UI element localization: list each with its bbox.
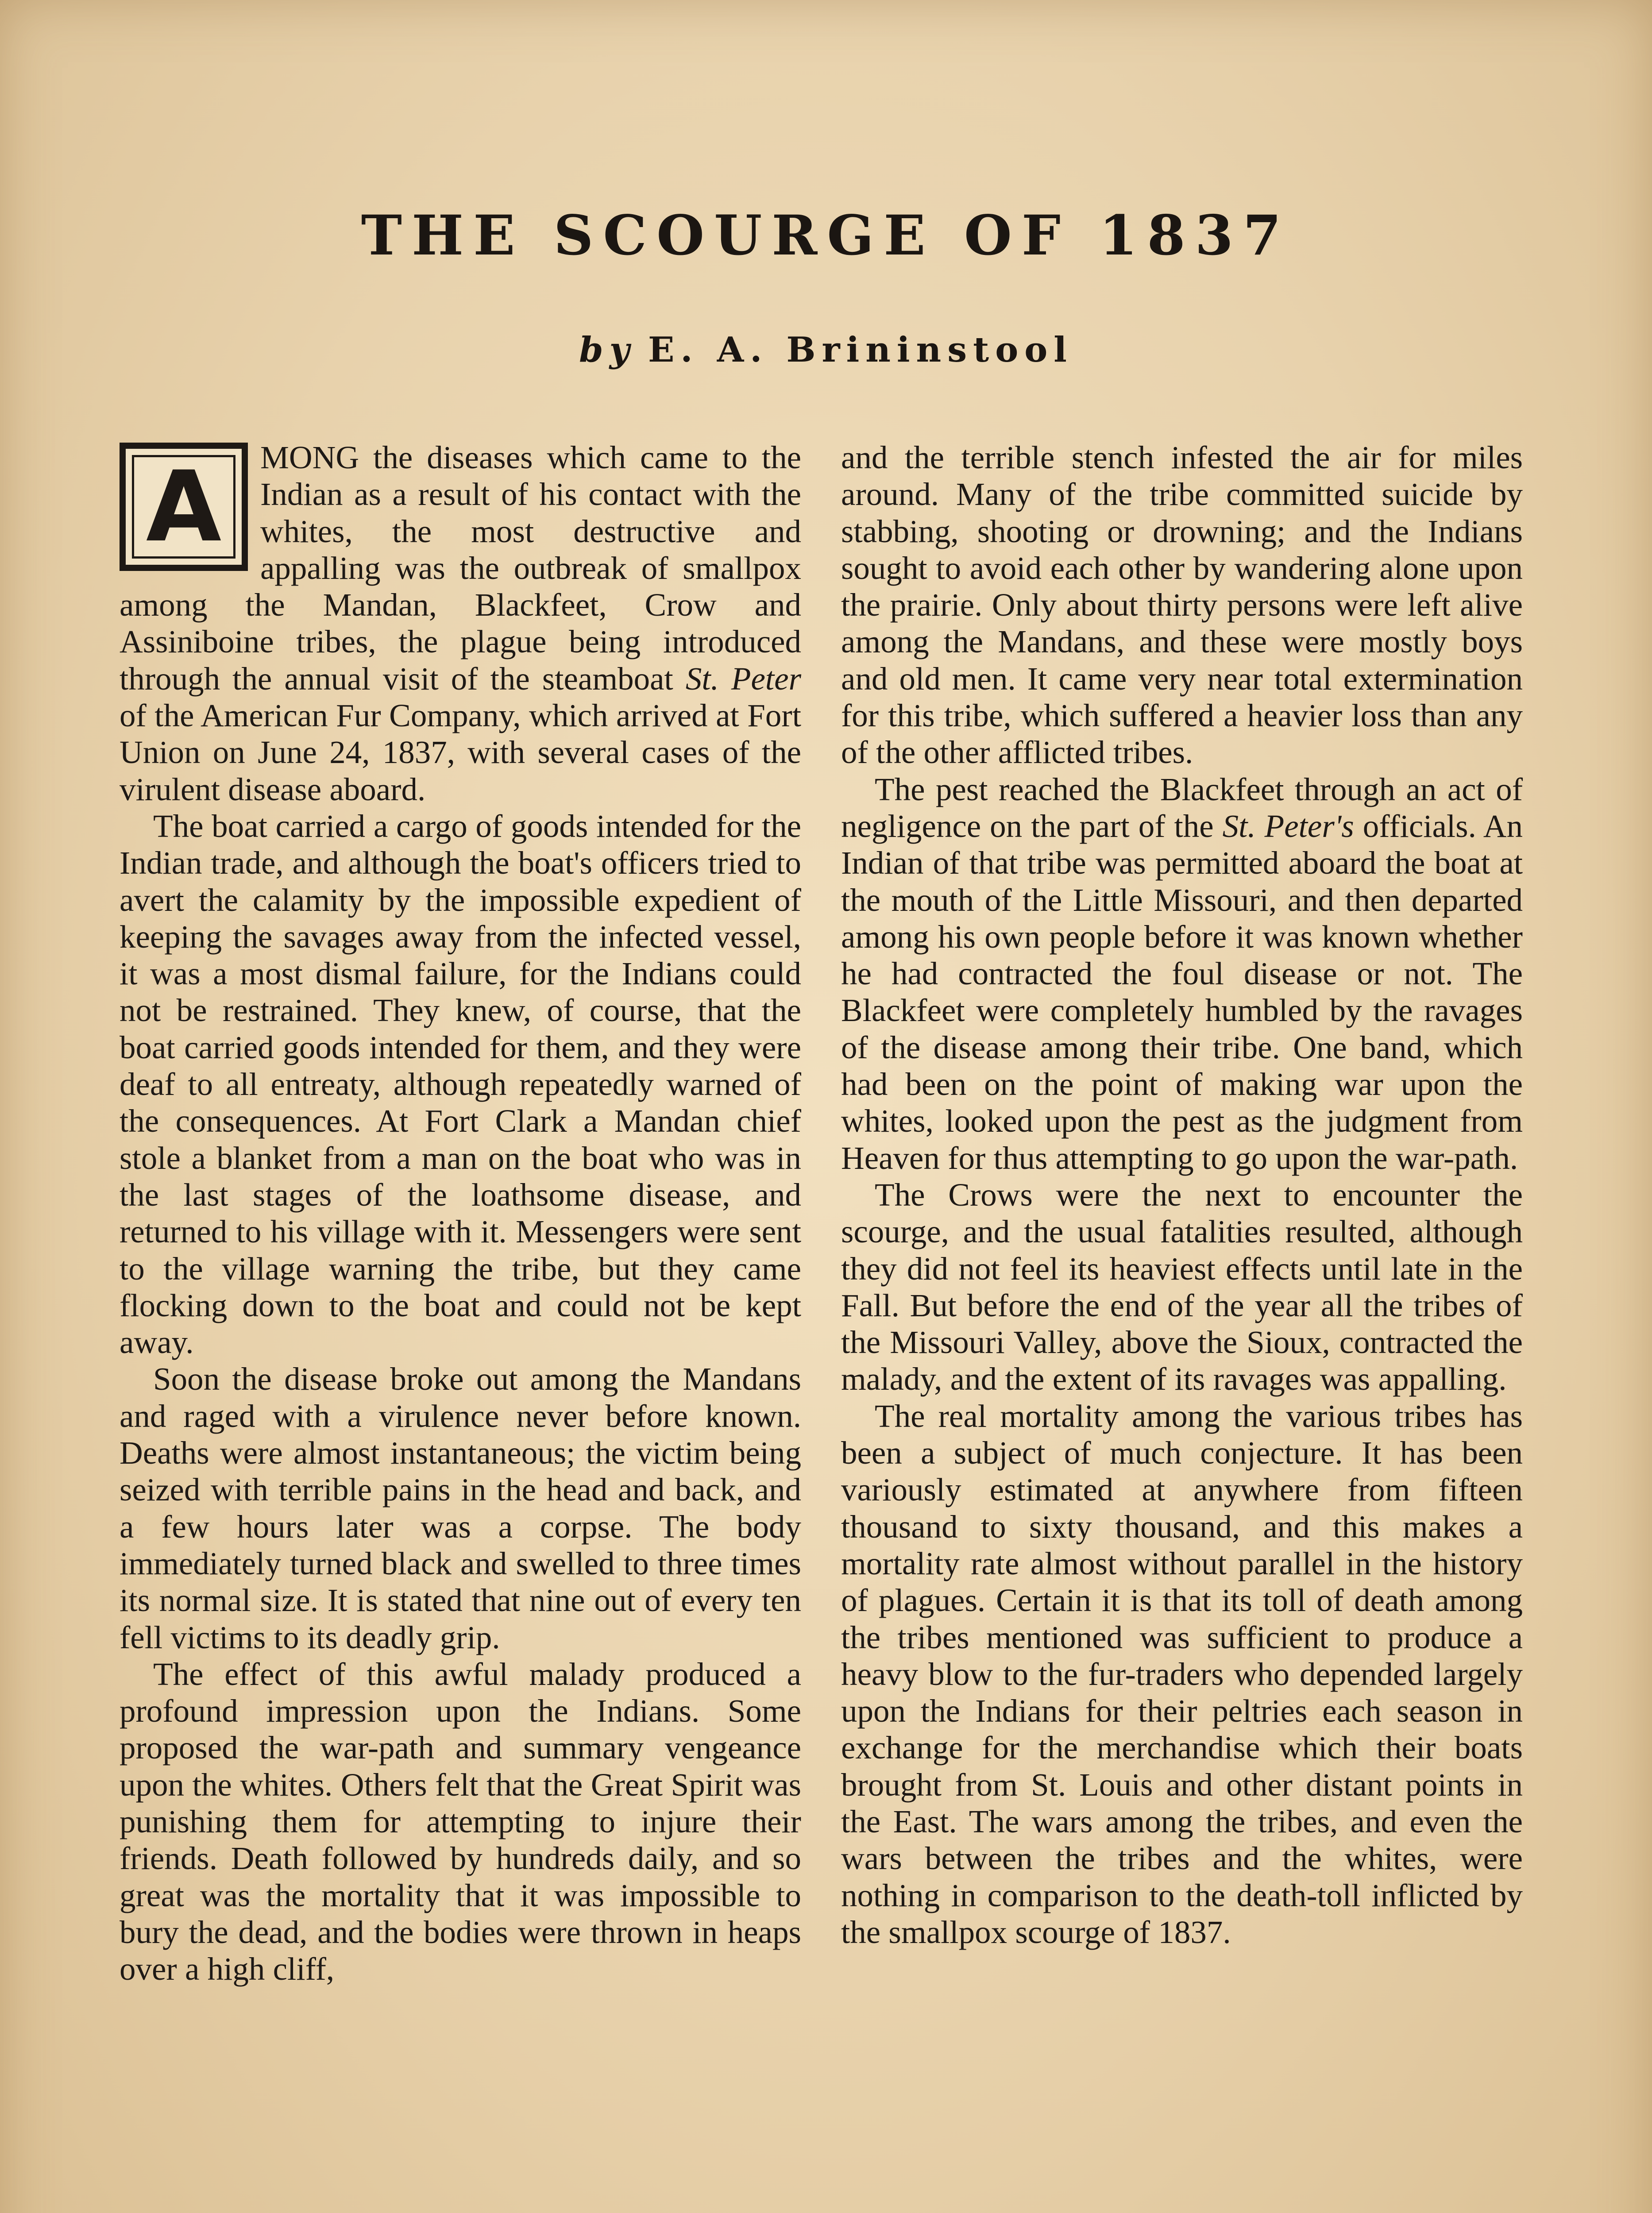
byline	[0, 330, 1652, 370]
dropcap-letter: A	[146, 450, 222, 563]
blackfeet-text: The pest reached the Blackfeet through an act of negligence on the part of the	[841, 771, 1523, 844]
paragraph-blackfeet	[841, 771, 1523, 1176]
intro-text: MONG the diseases which came to the Indian as a result of his contact with the whites, the most destructive and appalling was the outbreak of smallpox among the Mandan, Blackfeet, Crow and Assiniboine tribes, the plague being introduced through the annual visit of the steamboat	[120, 440, 801, 697]
paragraph-mortality: The real mortality among the various tribes has been a subject of much conjecture. It has been variously estimated at anywhere from fifteen thousand to sixty thousand, and this makes a mortality rate almost without parallel in the history of plagues. Certain it is that its toll of death among the tribes mentioned was sufficient to produce a heavy blow to the fur-traders who depended largely upon the Indians for their peltries each season in exchange for the merchandise which their boats brought from St. Louis and other distant points in the East. The wars among the tribes, and even the wars between the tribes and the whites, were nothing in comparison to the death-toll inflicted by the smallpox scourge of 1837.	[841, 1398, 1523, 1950]
paragraph-cargo: The boat carried a cargo of goods intended for the Indian trade, and although the boat's officers tried to avert the calamity by the impossible expedient of keeping the savages away from the infected vessel, it was a most dismal failure, for the Indians could not be restrained. They knew, of course, that the boat carried goods intended for them, and they were deaf to all entreaty, although repeatedly warned of the consequences. At Fort Clark a Mandan chief stole a blanket from a man on the boat who was in the last stages of the loathsome disease, and returned to his village with it. Messengers were sent to the village warning the tribe, but they came flocking down to the boat and could not be kept away.	[120, 808, 801, 1361]
left-column	[120, 439, 801, 1987]
byline-prefix: by	[579, 330, 636, 370]
paragraph-crows: The Crows were the next to encounter the scourge, and the usual fatalities resulted, although they did not feel its heaviest effects until late in the Fall. But before the end of the year all the tribes of the Missouri Valley, above the Sioux, contracted the malady, and the extent of its ravages was appalling.	[841, 1176, 1523, 1397]
paragraph-outbreak: Soon the disease broke out among the Mandans and raged with a virulence never before known. Deaths were almost instantaneous; the victim being seized with terrible pains in the head and back, and a few hours later was a corpse. The body immediately turned black and swelled to three times its normal size. It is stated that nine out of every ten fell victims to its deadly grip.	[120, 1361, 801, 1655]
dropcap-initial	[120, 443, 248, 571]
right-column	[841, 439, 1523, 1951]
blackfeet-text-end: officials. An Indian of that tribe was permitted aboard the boat at the mouth of the Little Missouri, and then departed among his own people before it was known whether he had contracted the foul disease or not. The Blackfeet were completely humbled by the ravages of the disease among their tribe. One band, which had been on the point of making war upon the whites, looked upon the pest as the judgment from Heaven for thus attempting to go upon the war-path.	[841, 808, 1523, 1176]
paragraph-effect: The effect of this awful malady produced a profound impression upon the Indians. Some proposed the war-path and summary vengeance upon the whites. Others felt that the Great Spirit was punishing them for attempting to injure their friends. Death followed by hundreds daily, and so great was the mortality that it was impossible to bury the dead, and the bodies were thrown in heaps over a high cliff,	[120, 1656, 801, 1987]
author-name: E. A. Brininstool	[648, 330, 1073, 370]
article-title: THE SCOURGE OF 1837	[361, 204, 1291, 268]
intro-text-end: of the American Fur Company, which arrived at Fort Union on June 24, 1837, with several cases of the virulent disease aboard.	[120, 698, 801, 807]
steamboat-name: St. Peter	[685, 660, 801, 697]
steamboat-name-possessive: St. Peter's	[1222, 808, 1354, 844]
paragraph-continued: and the terrible stench infested the air for miles around. Many of the tribe committed suicide by stabbing, shooting or drowning; and the Indians sought to avoid each other by wandering alone upon the prairie. Only about thirty persons were left alive among the Mandans, and these were mostly boys and old men. It came very near total extermination for this tribe, which suffered a heavier loss than any of the other afflicted tribes.	[841, 440, 1523, 771]
